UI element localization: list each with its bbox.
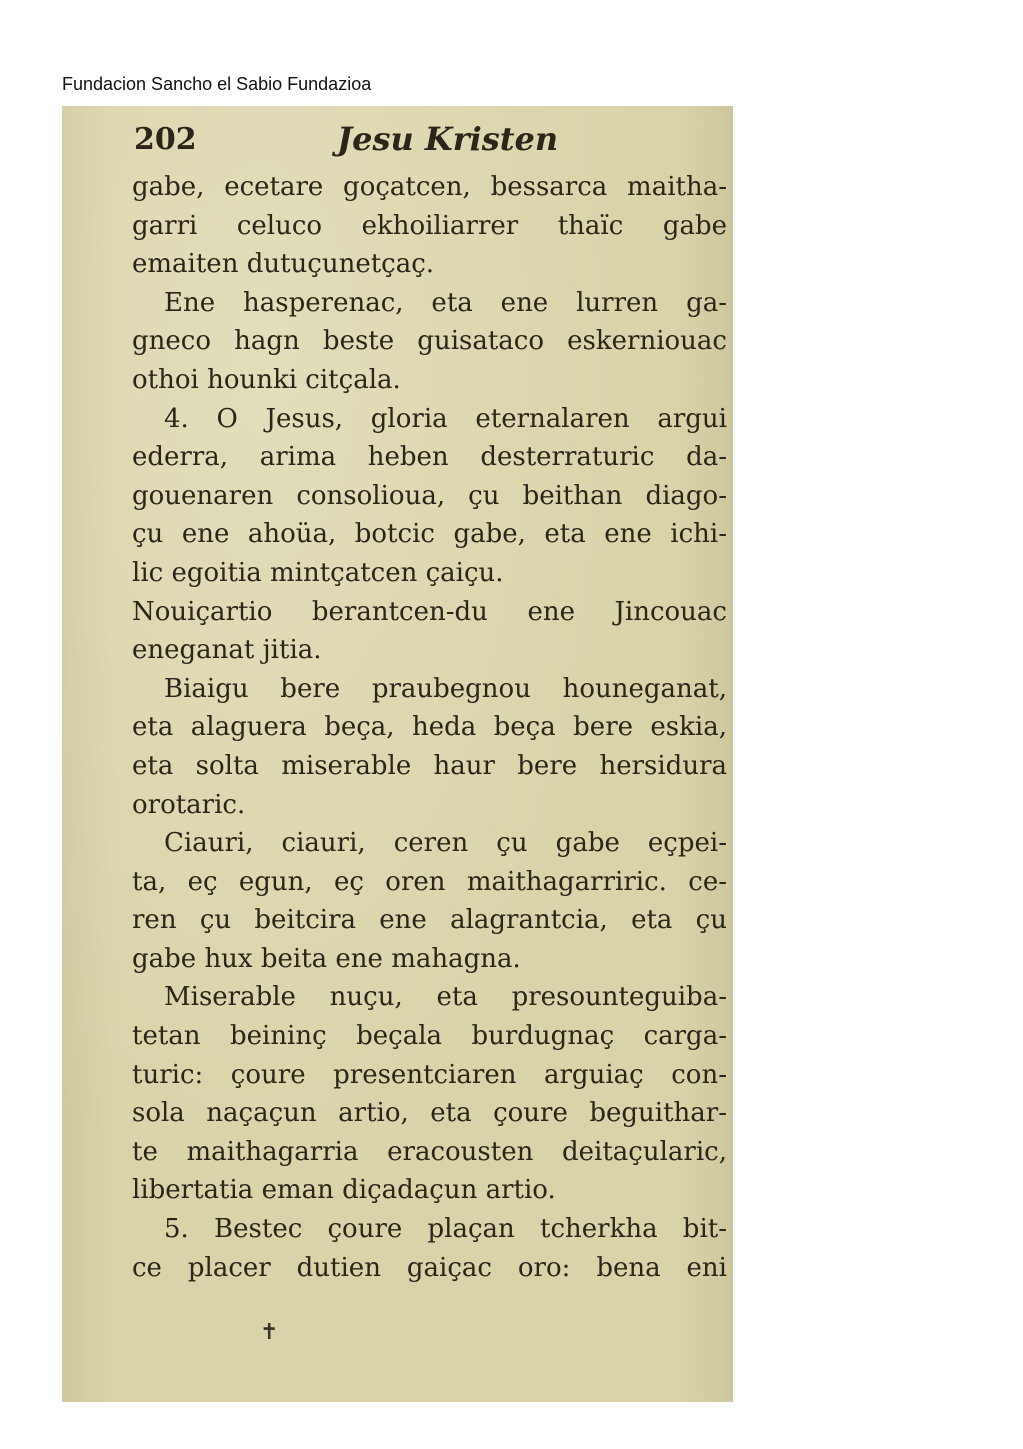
watermark-text: Fundacion Sancho el Sabio Fundazioa <box>62 74 372 94</box>
text-line: Ene hasperenac, eta ene lurren ga- <box>164 287 727 318</box>
page-text <box>132 122 727 1287</box>
page-number: 202 <box>134 122 197 157</box>
text-line: sola naçaçun artio, eta çoure beguithar- <box>132 1098 727 1129</box>
text-line: 5. Bestec çoure plaçan tcherkha bit- <box>164 1214 727 1245</box>
running-title: Jesu Kristen <box>337 120 559 158</box>
text-line: eta alaguera beça, heda beça bere eskia, <box>132 712 727 743</box>
text-line: ren çu beitcira ene alagrantcia, eta çu <box>132 905 727 936</box>
text-line: ta, eç egun, eç oren maithagarriric. ce- <box>132 866 727 897</box>
text-line: eneganat jitia. <box>132 635 322 666</box>
text-line: libertatia eman diçadaçun artio. <box>132 1175 556 1206</box>
page-header <box>132 122 727 168</box>
text-line: gabe hux beita ene mahagna. <box>132 943 521 974</box>
text-line: gneco hagn beste guisataco eskerniouac <box>132 326 727 357</box>
text-line: eta solta miserable haur bere hersidura <box>132 750 727 781</box>
text-line: garri celuco ekhoiliarrer thaïc gabe <box>132 210 727 241</box>
text-line: lic egoitia mintçatcen çaiçu. <box>132 557 504 588</box>
text-line: çu ene ahoüa, botcic gabe, eta ene ichi- <box>132 519 727 550</box>
text-line: Biaigu bere praubegnou houneganat, <box>164 673 727 704</box>
text-line: gabe, ecetare goçatcen, bessarca maitha- <box>132 172 727 202</box>
text-line: te maithagarria eracousten deitaçularic, <box>132 1136 727 1167</box>
text-line: gouenaren consolioua, çu beithan diago- <box>132 480 727 511</box>
text-line: Nouiçartio berantcen-du ene Jincouac <box>132 596 727 627</box>
text-line: turic: çoure presentciaren arguiaç con- <box>132 1059 727 1090</box>
text-line: emaiten dutuçunetçaç. <box>132 249 435 280</box>
scanned-page <box>62 106 733 1402</box>
text-line: ederra, arima heben desterraturic da- <box>132 442 727 473</box>
text-line: orotaric. <box>132 789 246 820</box>
text-line: Miserable nuçu, eta presounteguiba- <box>164 982 727 1013</box>
text-line: othoi hounki citçala. <box>132 364 401 395</box>
cross-mark-icon: ✝ <box>260 1319 279 1344</box>
text-lines <box>132 168 727 1287</box>
text-line: tetan beininç beçala burdugnaç carga- <box>132 1021 727 1052</box>
text-line: 4. O Jesus, gloria eternalaren argui <box>164 403 727 434</box>
text-line: ce placer dutien gaiçac oro: bena eni <box>132 1252 727 1283</box>
text-line: Ciauri, ciauri, ceren çu gabe eçpei- <box>164 828 727 859</box>
